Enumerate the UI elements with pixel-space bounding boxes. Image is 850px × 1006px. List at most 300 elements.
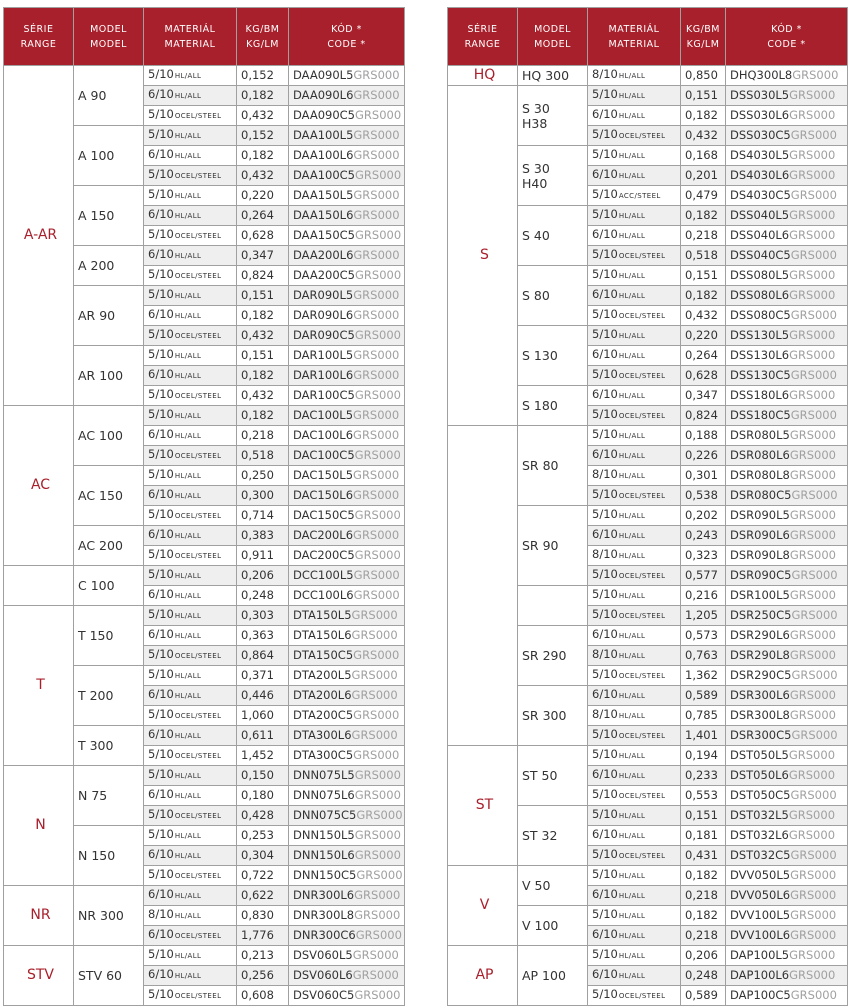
code-cell (726, 606, 848, 626)
code-main: DSS080L6 (730, 288, 790, 302)
weight-cell: 0,589 (681, 986, 726, 1006)
material-thickness: 8/10 (148, 907, 174, 921)
code-cell (289, 286, 405, 306)
material-thickness: 6/10 (148, 487, 174, 501)
material-thickness: 5/10 (592, 567, 618, 581)
model-cell (74, 666, 144, 726)
series-cell: NR (4, 886, 74, 946)
code-main: DAC200C5 (293, 548, 355, 562)
material-cell (588, 506, 681, 526)
model-cell (518, 206, 588, 266)
weight-cell: 0,432 (681, 126, 726, 146)
model-cell (518, 326, 588, 386)
material-type: HL/ALL (618, 712, 646, 720)
weight-cell: 0,194 (681, 746, 726, 766)
series-cell: A-AR (4, 66, 74, 406)
code-main: DSS040L6 (730, 228, 790, 242)
weight-cell: 0,151 (681, 86, 726, 106)
weight-cell: 0,428 (237, 806, 289, 826)
material-type: HL/ALL (618, 552, 646, 560)
code-suffix: GRS000 (351, 688, 398, 702)
material-cell (588, 406, 681, 426)
material-thickness: 6/10 (592, 387, 618, 401)
material-type: HL/ALL (618, 632, 646, 640)
material-type: HL/ALL (174, 852, 202, 860)
material-type: HL/ALL (618, 972, 646, 980)
weight-cell: 0,248 (237, 586, 289, 606)
code-cell (289, 66, 405, 86)
code-cell (289, 246, 405, 266)
code-cell (726, 426, 848, 446)
weight-cell: 0,589 (681, 686, 726, 706)
code-cell (726, 766, 848, 786)
model-cell (518, 806, 588, 866)
material-thickness: 8/10 (592, 647, 618, 661)
material-cell (144, 246, 237, 266)
code-suffix: GRS000 (789, 108, 836, 122)
code-cell (289, 346, 405, 366)
material-type: HL/ALL (174, 352, 202, 360)
material-type: OCEL/STEEL (618, 312, 666, 320)
model-name: SR 80 (522, 458, 559, 473)
table-row (4, 406, 405, 426)
weight-cell: 0,182 (237, 366, 289, 386)
weight-cell: 0,151 (237, 286, 289, 306)
material-cell (588, 766, 681, 786)
weight-cell: 0,304 (237, 846, 289, 866)
weight-cell: 0,864 (237, 646, 289, 666)
code-suffix: GRS000 (351, 668, 398, 682)
code-main: DSS130L5 (730, 328, 790, 342)
code-cell (289, 406, 405, 426)
material-type: HL/ALL (174, 952, 202, 960)
header-model: MODEL MODEL (74, 8, 144, 66)
weight-cell: 0,182 (681, 906, 726, 926)
code-main: DNN075L5 (293, 768, 355, 782)
code-suffix: GRS000 (789, 448, 836, 462)
material-thickness: 5/10 (148, 187, 174, 201)
code-main: DSR080L6 (730, 448, 790, 462)
material-type: OCEL/STEEL (174, 932, 222, 940)
table-row (4, 766, 405, 786)
material-cell (588, 686, 681, 706)
model-name: A 200 (78, 258, 115, 273)
model-name: S 80 (522, 288, 550, 303)
code-cell (289, 386, 405, 406)
code-main: DSS030C5 (730, 128, 791, 142)
material-thickness: 5/10 (592, 267, 618, 281)
weight-cell: 1,401 (681, 726, 726, 746)
material-cell (588, 726, 681, 746)
material-thickness: 6/10 (592, 527, 618, 541)
code-main: DSR290C5 (730, 668, 792, 682)
material-thickness: 6/10 (148, 427, 174, 441)
code-main: DS4030L5 (730, 148, 790, 162)
code-cell (726, 206, 848, 226)
material-cell (588, 286, 681, 306)
material-cell (588, 86, 681, 106)
code-suffix: GRS000 (353, 708, 400, 722)
material-thickness: 5/10 (148, 547, 174, 561)
material-cell (144, 586, 237, 606)
material-type: HL/ALL (174, 832, 202, 840)
model-cell (74, 606, 144, 666)
code-suffix: GRS000 (353, 748, 400, 762)
code-main: DAC150L6 (293, 488, 354, 502)
code-main: DST032L6 (730, 828, 789, 842)
code-suffix: GRS000 (790, 908, 837, 922)
material-type: HL/ALL (174, 252, 202, 260)
material-type: HL/ALL (618, 72, 646, 80)
material-thickness: 6/10 (592, 627, 618, 641)
series-cell: N (4, 766, 74, 886)
series-cell: ST (448, 746, 518, 866)
code-suffix: GRS000 (790, 188, 837, 202)
code-cell (289, 166, 405, 186)
material-cell (588, 786, 681, 806)
table-row (4, 946, 405, 966)
weight-cell: 1,205 (681, 606, 726, 626)
code-suffix: GRS000 (354, 328, 401, 342)
code-main: DSR090C5 (730, 568, 792, 582)
header-code: KÓD * CODE * (726, 8, 848, 66)
model-cell (74, 346, 144, 406)
weight-cell: 0,168 (681, 146, 726, 166)
material-thickness: 5/10 (592, 187, 618, 201)
model-name: SR 300 (522, 708, 567, 723)
material-type: HL/ALL (618, 892, 646, 900)
code-cell (289, 766, 405, 786)
code-main: DAR090L5 (293, 288, 354, 302)
model-name: V 50 (522, 878, 551, 893)
code-main: DTA150L6 (293, 628, 352, 642)
weight-cell: 0,479 (681, 186, 726, 206)
material-thickness: 5/10 (148, 267, 174, 281)
material-type: HL/ALL (174, 972, 202, 980)
header-model: MODEL MODEL (518, 8, 588, 66)
model-name: NR 300 (78, 908, 124, 923)
code-cell (726, 726, 848, 746)
material-cell (144, 466, 237, 486)
material-type: HL/ALL (174, 372, 202, 380)
material-cell (144, 566, 237, 586)
material-cell (144, 986, 237, 1006)
header-kg: KG/BM KG/LM (237, 8, 289, 66)
material-cell (588, 126, 681, 146)
material-type: OCEL/STEEL (174, 552, 222, 560)
code-suffix: GRS000 (354, 548, 401, 562)
model-name: T 200 (78, 688, 114, 703)
material-cell (144, 326, 237, 346)
weight-cell: 0,213 (237, 946, 289, 966)
table-row (4, 886, 405, 906)
table-row (4, 566, 405, 586)
code-cell (289, 126, 405, 146)
code-suffix: GRS000 (791, 568, 838, 582)
model-name: ST 50 (522, 768, 558, 783)
weight-cell: 0,303 (237, 606, 289, 626)
material-cell (588, 206, 681, 226)
material-thickness: 5/10 (148, 667, 174, 681)
material-cell (588, 806, 681, 826)
code-cell (726, 126, 848, 146)
material-thickness: 6/10 (592, 227, 618, 241)
material-cell (588, 846, 681, 866)
material-type: OCEL/STEEL (174, 752, 222, 760)
code-cell (726, 706, 848, 726)
material-cell (588, 746, 681, 766)
code-cell (726, 566, 848, 586)
material-type: HL/ALL (174, 492, 202, 500)
material-type: OCEL/STEEL (174, 452, 222, 460)
material-type: OCEL/STEEL (618, 732, 666, 740)
weight-cell: 0,553 (681, 786, 726, 806)
material-thickness: 5/10 (592, 807, 618, 821)
material-thickness: 5/10 (592, 487, 618, 501)
series-cell (448, 426, 518, 746)
code-suffix: GRS000 (353, 468, 400, 482)
header-series: SÉRIE RANGE (448, 8, 518, 66)
code-cell (726, 546, 848, 566)
material-thickness: 6/10 (148, 207, 174, 221)
weight-cell: 0,347 (237, 246, 289, 266)
model-cell (518, 86, 588, 146)
material-thickness: 6/10 (148, 527, 174, 541)
material-thickness: 5/10 (148, 67, 174, 81)
material-type: OCEL/STEEL (174, 872, 222, 880)
material-thickness: 6/10 (592, 167, 618, 181)
weight-cell: 0,363 (237, 626, 289, 646)
code-suffix: GRS000 (354, 848, 401, 862)
code-cell (289, 846, 405, 866)
material-thickness: 5/10 (592, 327, 618, 341)
material-type: HL/ALL (174, 572, 202, 580)
model-name: AP 100 (522, 968, 566, 983)
material-thickness: 5/10 (592, 207, 618, 221)
material-type: HL/ALL (174, 92, 202, 100)
material-type: OCEL/STEEL (174, 172, 222, 180)
code-main: DAA090L6 (293, 88, 354, 102)
material-cell (588, 866, 681, 886)
code-suffix: GRS000 (791, 668, 838, 682)
material-cell (144, 306, 237, 326)
material-cell (144, 746, 237, 766)
material-type: OCEL/STEEL (618, 852, 666, 860)
material-cell (144, 706, 237, 726)
code-suffix: GRS000 (789, 288, 836, 302)
material-thickness: 5/10 (592, 367, 618, 381)
material-cell (144, 186, 237, 206)
material-cell (144, 286, 237, 306)
code-suffix: GRS000 (788, 808, 836, 822)
code-suffix: GRS000 (789, 688, 836, 702)
material-cell (144, 126, 237, 146)
model-name: A 150 (78, 208, 115, 223)
code-main: DTA200L6 (293, 688, 352, 702)
code-suffix: GRS000 (789, 228, 836, 242)
code-suffix: GRS000 (353, 208, 400, 222)
code-suffix: GRS000 (790, 368, 837, 382)
material-thickness: 5/10 (592, 907, 618, 921)
code-suffix: GRS000 (354, 828, 401, 842)
table-body (448, 66, 848, 1006)
weight-cell: 0,248 (681, 966, 726, 986)
material-thickness: 8/10 (592, 467, 618, 481)
material-cell (588, 706, 681, 726)
material-cell (588, 546, 681, 566)
model-cell (518, 506, 588, 586)
model-cell (518, 266, 588, 326)
code-main: DAP100L6 (730, 968, 790, 982)
material-type: HL/ALL (618, 432, 646, 440)
model-cell (74, 886, 144, 946)
weight-cell: 0,264 (681, 346, 726, 366)
model-name: AC 100 (78, 428, 123, 443)
code-main: DSR080L5 (730, 428, 790, 442)
weight-cell: 0,911 (237, 546, 289, 566)
material-type: HL/ALL (618, 652, 646, 660)
code-cell (289, 606, 405, 626)
code-main: DNN150L5 (293, 828, 355, 842)
model-name: AC 200 (78, 538, 123, 553)
material-cell (144, 86, 237, 106)
code-main: DSS040C5 (730, 248, 791, 262)
material-type: OCEL/STEEL (174, 712, 222, 720)
code-cell (289, 946, 405, 966)
code-main: DTA150L5 (293, 608, 352, 622)
weight-cell: 1,776 (237, 926, 289, 946)
code-main: DAR100L6 (293, 368, 354, 382)
code-suffix: GRS000 (789, 528, 836, 542)
material-thickness: 5/10 (592, 127, 618, 141)
table-row (448, 86, 848, 106)
material-thickness: 6/10 (592, 887, 618, 901)
weight-cell: 0,201 (681, 166, 726, 186)
series-cell (4, 566, 74, 606)
code-suffix: GRS000 (353, 288, 400, 302)
model-cell (518, 686, 588, 746)
weight-cell: 0,323 (681, 546, 726, 566)
material-cell (144, 346, 237, 366)
material-type: HL/ALL (618, 872, 646, 880)
code-suffix: GRS000 (354, 768, 401, 782)
material-type: HL/ALL (174, 692, 202, 700)
code-cell (289, 466, 405, 486)
weight-cell: 0,152 (237, 126, 289, 146)
code-main: DSS080L5 (730, 268, 790, 282)
material-type: HL/ALL (618, 392, 646, 400)
code-main: DAC100L6 (293, 428, 354, 442)
material-type: HL/ALL (174, 912, 202, 920)
code-suffix: GRS000 (355, 108, 402, 122)
material-thickness: 5/10 (148, 867, 174, 881)
material-cell (144, 226, 237, 246)
material-thickness: 6/10 (592, 687, 618, 701)
material-thickness: 6/10 (592, 927, 618, 941)
code-main: DSR080L8 (730, 468, 790, 482)
code-cell (289, 566, 405, 586)
code-suffix: GRS000 (789, 948, 836, 962)
code-main: DST032C5 (730, 848, 791, 862)
code-suffix: GRS000 (789, 508, 836, 522)
material-cell (588, 586, 681, 606)
code-main: DAP100L5 (730, 948, 790, 962)
weight-cell: 0,432 (237, 106, 289, 126)
material-thickness: 6/10 (592, 827, 618, 841)
material-cell (588, 906, 681, 926)
table-row (448, 866, 848, 886)
material-thickness: 5/10 (592, 407, 618, 421)
material-cell (144, 266, 237, 286)
code-suffix: GRS000 (789, 428, 836, 442)
code-suffix: GRS000 (356, 808, 403, 822)
code-cell (289, 886, 405, 906)
material-type: HL/ALL (618, 232, 646, 240)
code-cell (289, 206, 405, 226)
code-cell (289, 546, 405, 566)
material-cell (144, 446, 237, 466)
code-main: DSV060C5 (293, 988, 355, 1002)
weight-cell: 0,150 (237, 766, 289, 786)
model-cell (74, 406, 144, 466)
material-thickness: 6/10 (592, 347, 618, 361)
material-type: HL/ALL (618, 752, 646, 760)
code-suffix: GRS000 (790, 788, 837, 802)
material-cell (588, 666, 681, 686)
material-type: HL/ALL (618, 112, 646, 120)
material-type: OCEL/STEEL (174, 332, 222, 340)
weight-cell: 0,432 (237, 386, 289, 406)
code-main: DSS130L6 (730, 348, 790, 362)
code-suffix: GRS000 (353, 568, 400, 582)
code-cell (726, 306, 848, 326)
material-type: HL/ALL (618, 692, 646, 700)
material-thickness: 5/10 (148, 647, 174, 661)
model-cell (74, 566, 144, 606)
material-thickness: 5/10 (592, 847, 618, 861)
code-suffix: GRS000 (353, 148, 400, 162)
weight-cell: 0,226 (681, 446, 726, 466)
code-main: DSR300L6 (730, 688, 790, 702)
code-suffix: GRS000 (352, 948, 399, 962)
weight-cell: 0,518 (237, 446, 289, 466)
code-main: DS4030L6 (730, 168, 790, 182)
code-cell (289, 926, 405, 946)
material-type: HL/ALL (618, 172, 646, 180)
weight-cell: 0,151 (237, 346, 289, 366)
model-name: T 300 (78, 738, 114, 753)
code-main: DNR300L8 (293, 908, 355, 922)
material-type: OCEL/STEEL (174, 512, 222, 520)
material-thickness: 5/10 (592, 307, 618, 321)
weight-cell: 0,180 (237, 786, 289, 806)
material-cell (588, 646, 681, 666)
weight-cell: 0,577 (681, 566, 726, 586)
model-cell (518, 66, 588, 86)
material-type: HL/ALL (618, 512, 646, 520)
material-cell (588, 886, 681, 906)
weight-cell: 0,206 (237, 566, 289, 586)
code-cell (289, 486, 405, 506)
material-thickness: 5/10 (148, 127, 174, 141)
material-cell (144, 546, 237, 566)
weight-cell: 0,432 (237, 326, 289, 346)
weight-cell: 0,202 (681, 506, 726, 526)
model-name: ST 32 (522, 828, 558, 843)
material-thickness: 5/10 (148, 827, 174, 841)
material-cell (144, 686, 237, 706)
material-type: OCEL/STEEL (174, 232, 222, 240)
